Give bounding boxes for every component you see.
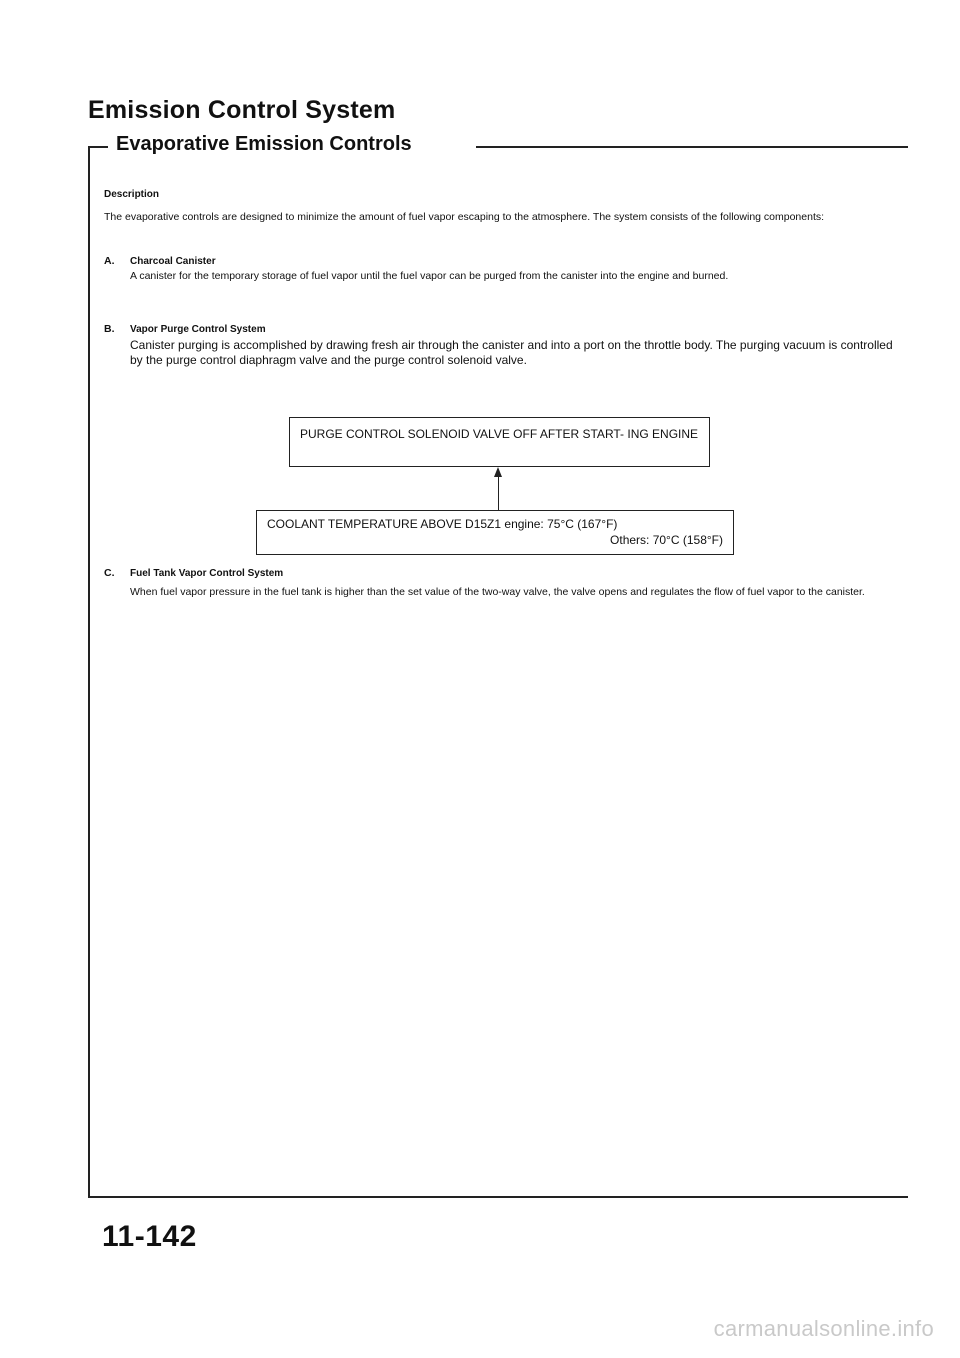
watermark: carmanualsonline.info: [713, 1316, 934, 1341]
flow-connector: [498, 474, 499, 510]
frame-top-left-rule: [88, 146, 108, 148]
item-letter: A.: [104, 255, 115, 267]
page-title: Emission Control System: [88, 96, 396, 124]
item-heading: Fuel Tank Vapor Control System: [130, 568, 284, 579]
item-letter: C.: [104, 567, 115, 579]
coolant-line-1: COOLANT TEMPERATURE ABOVE D15Z1 engine: 75°C (167°F): [267, 517, 618, 531]
section-title: Evaporative Emission Controls: [116, 133, 412, 155]
coolant-temperature-box: [256, 510, 734, 555]
frame-left-rule: [88, 146, 90, 1196]
item-body: [130, 567, 904, 602]
frame-bottom-rule: [88, 1196, 908, 1198]
item-heading: Vapor Purge Control System: [130, 324, 266, 335]
item-body: [130, 323, 904, 368]
coolant-line-2: Others: 70°C (158°F): [610, 533, 723, 547]
item-text: Canister purging is accomplished by drawing fresh air through the canister and into a port on the throttle body. The purging vacuum is controlled by the purge control diaphragm valve and the purge control solenoid valve.: [130, 338, 893, 367]
item-text: When fuel vapor pressure in the fuel tank is higher than the set value of the two-way valve, the valve opens and regulates the flow of fuel vapor to the canister.: [130, 586, 865, 598]
page-number: 11-142: [102, 1220, 197, 1253]
item-heading: Charcoal Canister: [130, 256, 216, 267]
item-letter: B.: [104, 323, 115, 335]
item-text: A canister for the temporary storage of fuel vapor until the fuel vapor can be purged from the canister into the engine and burned.: [130, 270, 729, 282]
item-body: [130, 255, 904, 283]
description-intro: The evaporative controls are designed to minimize the amount of fuel vapor escaping to the atmosphere. The system consists of the following components:: [104, 211, 825, 223]
description-heading: Description: [104, 189, 160, 200]
purge-control-box: PURGE CONTROL SOLENOID VALVE OFF AFTER START- ING ENGINE: [289, 417, 710, 467]
frame-top-right-rule: [476, 146, 908, 148]
